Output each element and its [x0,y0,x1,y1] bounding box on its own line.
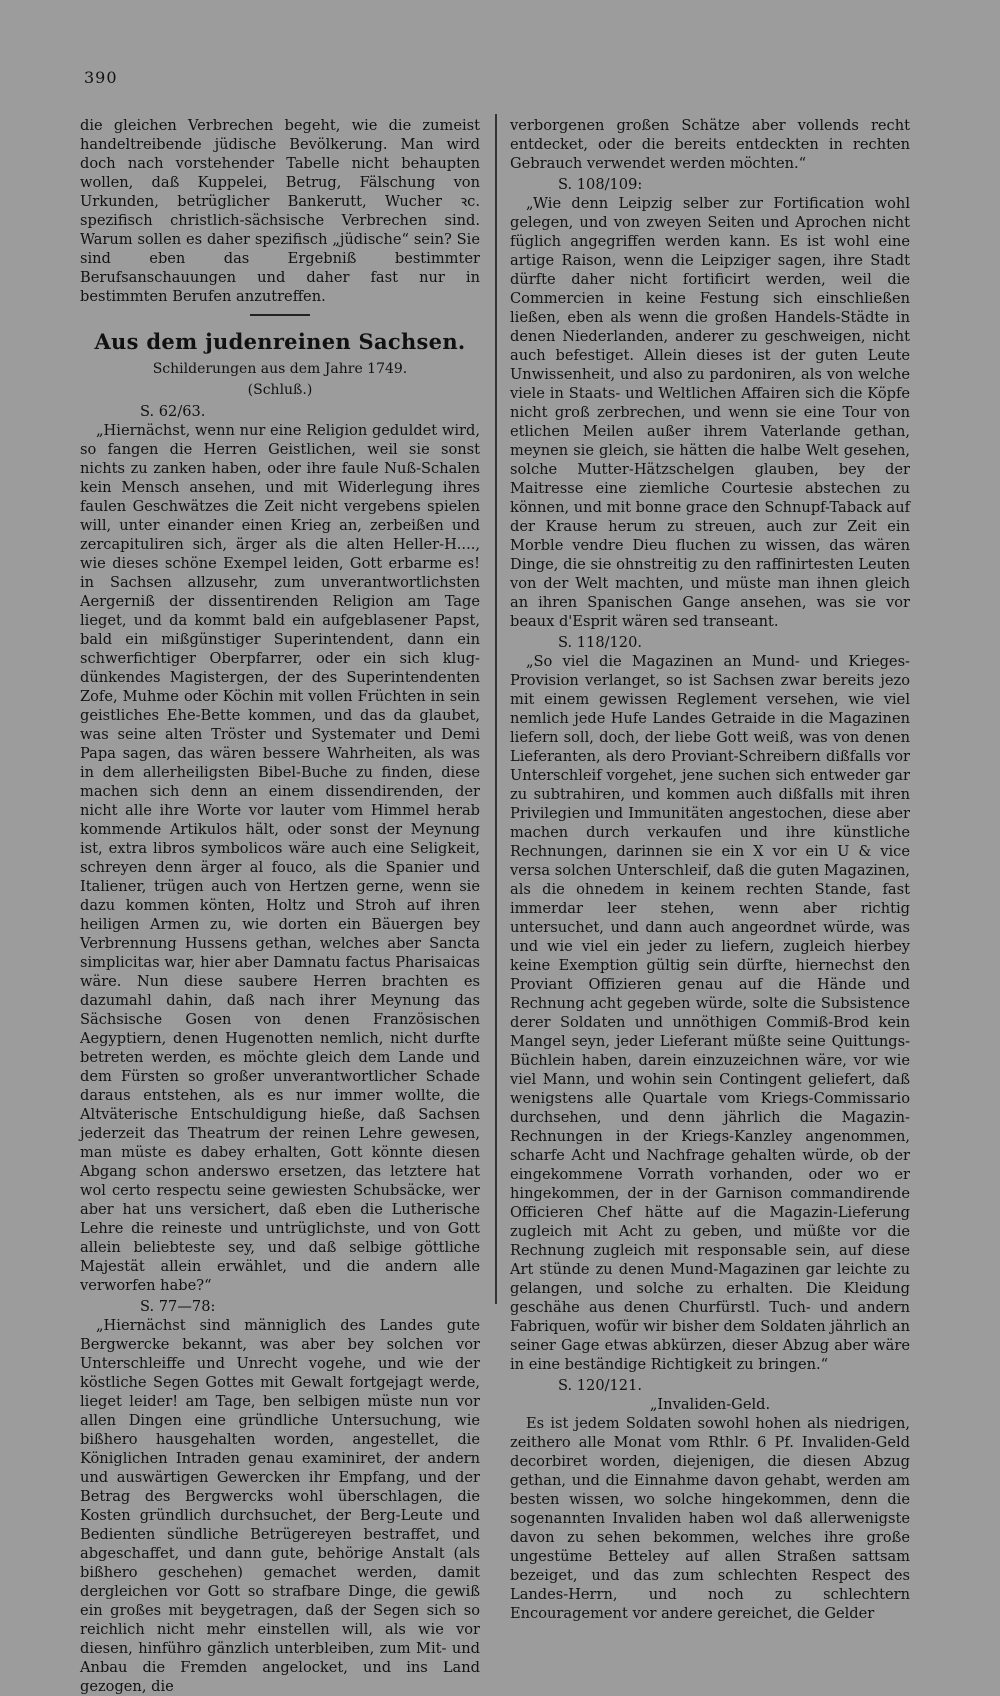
column-divider [495,114,497,1304]
page-reference: S. 120/121. [558,1377,643,1394]
quote-paragraph: Es ist jedem Soldaten sowohl hohen als niedrigen, zeithero alle Monat vom Rthlr. 6 Pf. Invaliden-Geld decorbiret worden, diejenigen, die diesen Abzug gethan, und die Einnahme davon gehabt, werden am besten wissen, wo solche hingekommen, denn die sogenannten Invaliden haben wol daß allerwenigste davon zu sehen bekommen, welches ihre große ungestüme Betteley auf allen Straßen sattsam bezeiget, und das zum schlechten Respect des Landes-Herrn, und noch zu schlechtern Encouragement vor andere gereichet, die Gelder [510,1415,910,1622]
article-heading: Aus dem judenreinen Sachsen. [94,329,466,354]
section-heading: „Invaliden-Geld. [649,1396,771,1413]
page-reference: S. 118/120. [558,634,643,651]
section-separator [250,314,310,316]
quote-paragraph: „Wie denn Leipzig selber zur Fortification wohl gelegen, und von zweyen Seiten und Aprochen nicht füglich angegriffen werden kann. Es ist wohl eine artige Raison, wenn die Leipziger sagen, ihre Stadt dürfte daher nicht fortificirt werden, weil die Commercien in keine Festung sich einschließen ließen, eben als wenn die großen Handels-Städte in denen Niederlanden, anderer zu geschweigen, nicht auch befestiget. Allein dieses ist der guten Leute Unwissenheit, und also zu pardoniren, als von welche viele in Staats- und Weltlichen Affairen sich die Köpfe nicht groß zerbrechen, und wenn sie eine Tour von etlichen Meilen außer ihrem Vaterlande gethan, meynen sie gleich, sie hätten die halbe Welt gesehen, solche Mutter-Hätzschelgen glauben, bey der Maitresse eine ziemliche Courtesie abstechen zu können, und mit bonne grace den Schnupf-Taback auf der Krause herum zu streuen, auch zur Zeit ein Morble vendre Dieu fluchen zu wissen, das wären Dinge, die sie ohnstreitig zu den raffinirtesten Leuten von der Welt machten, und müste man ihnen gleich an ihren Spanischen Gange ansehen, was sie vor beaux d'Esprit wären sed transeant. [510,195,910,630]
page-reference: S. 62/63. [140,403,206,420]
quote-paragraph: „Hiernächst, wenn nur eine Religion geduldet wird, so fangen die Herren Geistlichen, weil sie sonst nichts zu zanken haben, oder ihre faule Nuß-Schalen kein Mensch ansehen, und mit Widerlegung ihres faulen Geschwätzes die Zeit nicht vergebens spielen will, unter einander einen Krieg an, zerbeißen und zercapituliren sich, ärger als die alten Heller-H...., wie dieses schöne Exempel leiden, Gott erbarme es! in Sachsen allzusehr, zum unverantwortlichsten Aergerniß der dissentirenden Religion am Tage lieget, und da kommt bald ein aufgeblasener Papst, bald ein mißgünstiger Superintendent, dann ein schwerfichtiger Oberpfarrer, oder ein sich klug-dünkendes Magistergen, der des Superintendenten Zofe, Muhme oder Köchin mit vollen Früchten in sein geistliches Ehe-Bette kommen, und das da glaubet, was seine alten Tröster und Systemater und Demi Papa sagen, das wären bessere Wahrheiten, als was in dem allerheiligsten Bibel-Buche zu finden, diese machen sich denn an einem dissendirenden, der nicht alle ihre Worte vor lauter vom Himmel herab kommende Artikulos hält, oder sonst der Meynung ist, extra libros symbolicos wäre auch eine Seligkeit, schreyen denn ärger al fouco, als die Spanier und Italiener, trügen auch von Hertzen gerne, wenn sie dazu kommen könten, Holtz und Stroh auf ihren heiligen Armen zu, wie dorten ein Bäuergen bey Verbrennung Hussens gethan, welches aber Sancta simplicitas war, hier aber Damnatu factus Pharisaicas wäre. Nun diese saubere Herren brachten es dazumahl dahin, daß nach ihrer Meynung das Sächsische Gosen von denen Französischen Aegyptiern, denen Hugenotten nemlich, nicht durfte betreten werden, es möchte gleich dem Lande und dem Fürsten so großer unverantwortlicher Schade daraus entstehen, als es nur immer wollte, die Altväterische Entschuldigung hieße, daß Sachsen jederzeit das Theatrum der reinen Lehre gewesen, man müste es dabey erhalten, Gott könnte diesen Abgang schon anderswo ersetzen, das letztere hat wol certo respectu seine gewiesten Schubsäcke, wer aber hat uns versichert, daß eben die Lutherische Lehre die reineste und untrüglichste, und von Gott allein beliebteste sey, und daß selbige göttliche Majestät allein erwählet, und die andern alle verworfen habe?“ [80,422,480,1294]
continued-paragraph: verborgenen großen Schätze aber vollends recht entdecket, oder die bereits entdeckten in rechten Gebrauch verwendet werden möchten.“ [510,117,910,172]
right-column [510,116,910,1623]
left-column [80,116,480,1696]
quote-paragraph: „Hiernächst sind männiglich des Landes gute Bergwercke bekannt, was aber bey solchen vor Unterschleiffe und Unrecht vogehe, und wie der köstliche Segen Gottes mit Gewalt fortgejagt werde, lieget leider! am Tage, ben selbigen müste nun vor allen Dingen eine gründliche Untersuchung, wie bißhero hausgehalten worden, angestellet, die Königlichen Intraden genau examiniret, der andern und auswärtigen Gewercken ihr Empfang, und der Betrag des Bergwercks wohl überschlagen, die Kosten gründlich durchsuchet, der Berg-Leute und Bedienten sündliche Betrügereyen bestraffet, und abgeschaffet, und dann gute, behörige Anstalt (als bißhero geschehen) gemachet werden, damit dergleichen vor Gott so strafbare Dinge, die gewiß ein großes mit beygetragen, daß der Segen sich so reichlich nicht mehr einstellen will, als wie vor diesen, hinführo gänzlich unterbleiben, zum Mit- und Anbau die Fremden angelocket, und ins Land gezogen, die [80,1317,480,1695]
quote-paragraph: „So viel die Magazinen an Mund- und Krieges-Provision verlanget, so ist Sachsen zwar bereits jezo mit einem gewissen Reglement versehen, wie viel nemlich jede Hufe Landes Getraide in die Magazinen liefern soll, doch, der liebe Gott weiß, was von denen Lieferanten, als dero Proviant-Schreibern dißfalls vor Unterschleif vorgehet, jene suchen sich entweder gar zu subtrahiren, und kommen auch dißfalls mit ihren Privilegien und Immunitäten angestochen, diese aber machen durch verkaufen und ihre künstliche Rechnungen, darinnen sie ein X vor ein U & vice versa solchen Unterschleif, daß die guten Magazinen, als die ohnedem in keinem rechten Stande, fast immerdar leer stehen, wenn aber richtig untersuchet, und dann auch angeordnet würde, was und wie viel ein jeder zu liefern, zugleich hierbey keine Exemption gültig sein dürfte, hiernechst den Proviant Offizieren genau auf die Hände und Rechnung acht gegeben würde, solte die Subsistence derer Soldaten und unnöthigen Commiß-Brod kein Mangel seyn, jeder Lieferant müßte seine Quittungs-Büchlein haben, darein einzuzeichnen wäre, vor wie viel Mann, und wohin sein Contingent geliefert, daß wenigstens alle Quartale vom Kriegs-Commissario durchsehen, und denn jährlich die Magazin-Rechnungen in der Kriegs-Kanzley angenommen, scharfe Acht und Nachfrage gehalten würde, ob der eingekommene Vorrath vorhanden, oder wo er hingekommen, der in der Garnison commandirende Officieren Chef hätte auf die Magazin-Lieferung zugleich mit Acht zu geben, und müßte vor die Rechnung zugleich mit responsable sein, auf diese Art stünde zu denen Mund-Magazinen gar leichte zu gelangen, und solche zu erhalten. Die Kleidung geschähe aus denen Churfürstl. Tuch- und andern Fabriquen, wofür wir bisher dem Soldaten jährlich an seiner Gage etwas abkürzen, dieser Abzug aber wäre in eine beständige Richtigkeit zu bringen.“ [510,653,910,1373]
intro-paragraph: die gleichen Verbrechen begeht, wie die zumeist handeltreibende jüdische Bevölkerung. Man wird doch nach vorstehender Tabelle nicht behaupten wollen, daß Kuppelei, Betrug, Fälschung von Urkunden, betrüglicher Bankerutt, Wucher ꝛc. spezifisch christlich-sächsische Verbrechen sind. Warum sollen es daher spezifisch „jüdische“ sein? Sie sind eben das Ergebniß bestimmter Berufsanschauungen und daher fast nur in bestimmten Berufen anzutreffen. [80,117,480,305]
page-reference: S. 77—78: [140,1298,216,1315]
article-subheading: Schilderungen aus dem Jahre 1749. [152,361,408,377]
page-reference: S. 108/109: [558,176,643,193]
page-number: 390 [84,68,118,87]
article-note: (Schluß.) [247,382,313,398]
